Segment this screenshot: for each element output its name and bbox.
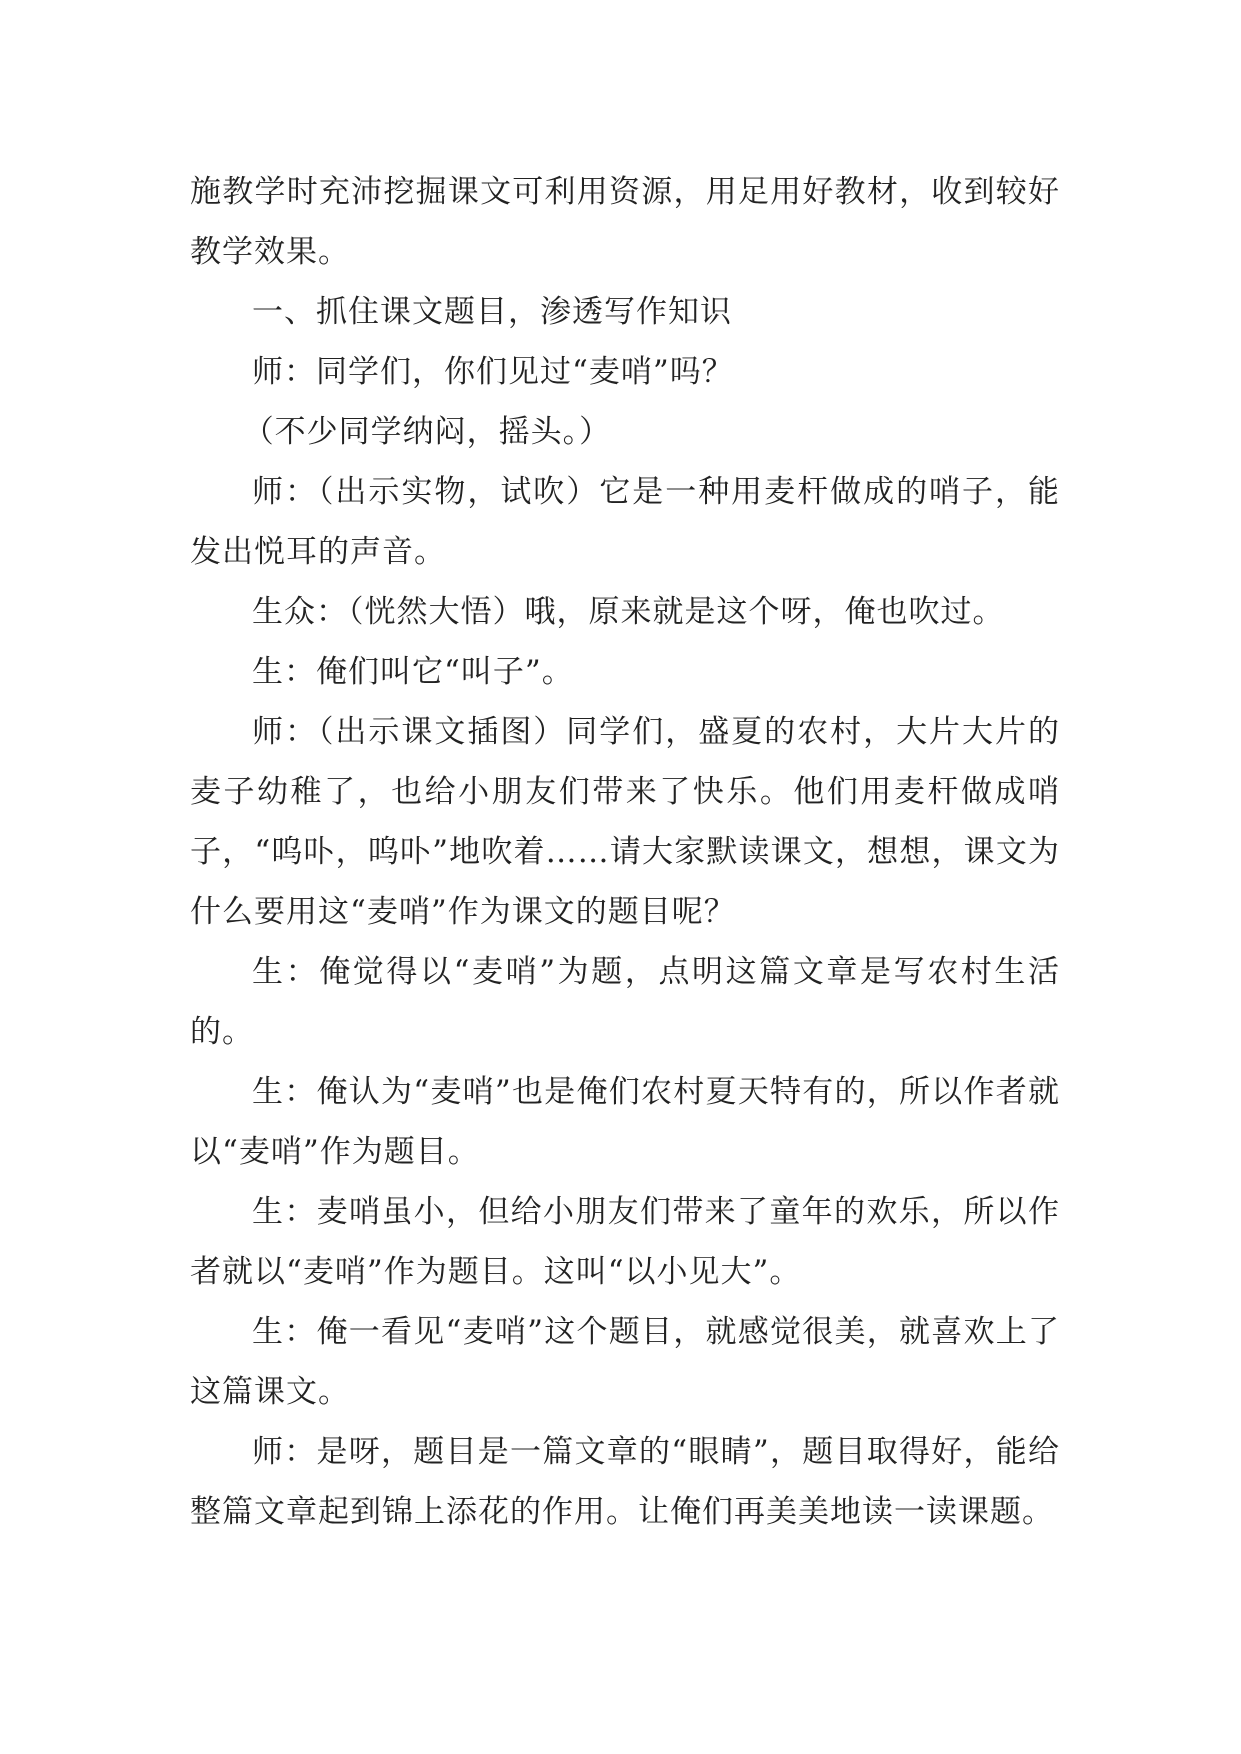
dialogue-paragraph: 师：是呀，题目是一篇文章的“眼睛”，题目取得好，能给整篇文章起到锦上添花的作用。让俺们再美美地读一读课题。 — [190, 1434, 1060, 1530]
document-body — [190, 162, 1060, 1542]
dialogue-paragraph: 师：（出示实物，试吹）它是一种用麦杆做成的哨子，能发出悦耳的声音。 — [190, 474, 1060, 570]
dialogue-paragraph: 生：麦哨虽小，但给小朋友们带来了童年的欢乐，所以作者就以“麦哨”作为题目。这叫“以小见大”。 — [190, 1194, 1060, 1290]
dialogue-paragraph: 生：俺一看见“麦哨”这个题目，就感觉很美，就喜欢上了这篇课文。 — [190, 1314, 1060, 1410]
dialogue-paragraph: 师：同学们，你们见过“麦哨”吗？ — [252, 354, 734, 390]
dialogue-paragraph: 师：（出示课文插图）同学们，盛夏的农村，大片大片的麦子幼稚了，也给小朋友们带来了快乐。他们用麦杆做成哨子，“呜卟，呜卟”地吹着……请大家默读课文，想想，课文为什么要用这“麦哨”作为课文的题目呢？ — [190, 714, 1060, 930]
dialogue-paragraph: 生：俺们叫它“叫子”。 — [252, 654, 574, 690]
stage-direction-paragraph: （不少同学纳闷，摇头。） — [242, 414, 612, 450]
section-heading: 一、抓住课文题目，渗透写作知识 — [252, 294, 732, 330]
dialogue-paragraph: 生：俺觉得以“麦哨”为题，点明这篇文章是写农村生活的。 — [190, 954, 1060, 1050]
dialogue-paragraph: 生：俺认为“麦哨”也是俺们农村夏天特有的，所以作者就以“麦哨”作为题目。 — [190, 1074, 1060, 1170]
paragraph-continuation: 施教学时充沛挖掘课文可利用资源，用足用好教材，收到较好教学效果。 — [190, 174, 1060, 270]
dialogue-paragraph: 生众：（恍然大悟）哦，原来就是这个呀，俺也吹过。 — [252, 594, 1005, 630]
